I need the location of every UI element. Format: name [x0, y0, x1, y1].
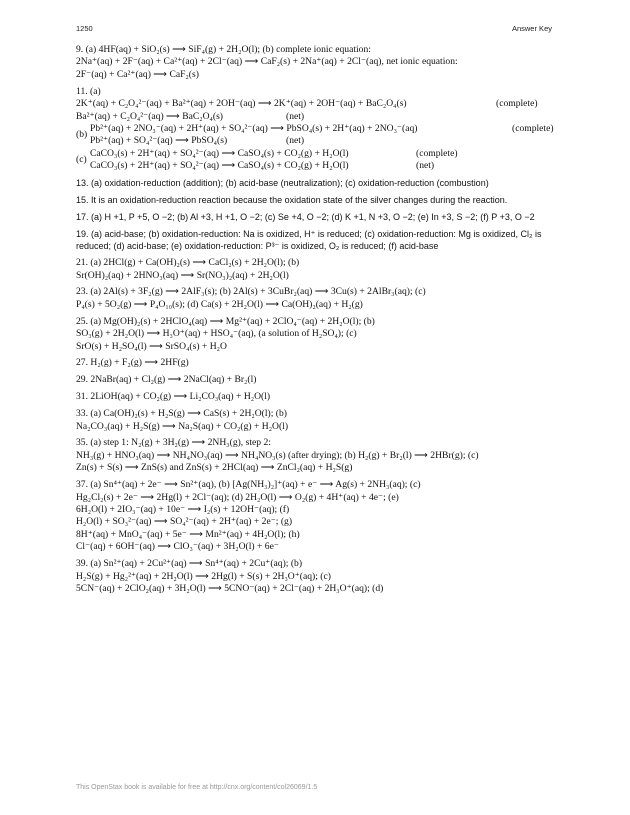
answer-37-line-2: Hg₂Cl₂(s) + 2e⁻ ⟶ 2Hg(l) + 2Cl⁻(aq); (d) 2H₂O(l) ⟶ O₂(g) + 4H⁺(aq) + 4e⁻; (e): [76, 491, 399, 503]
answer-25-line-1: 25. (a) Mg(OH)₂(s) + 2HClO₄(aq) ⟶ Mg²⁺(aq) + 2ClO₄⁻(aq) + 2H₂O(l); (b): [76, 315, 375, 327]
answer-37-line-6: Cl⁻(aq) + 6OH⁻(aq) ⟶ ClO₃⁻(aq) + 3H₂O(l) + 6e⁻: [76, 541, 279, 553]
answer-27: 27. H₂(g) + F₂(g) ⟶ 2HF(g): [76, 357, 189, 369]
answer-11c: [76, 148, 556, 173]
equation-tag: (net): [416, 160, 435, 172]
answer-37-line-4: H₂O(l) + SO₃²⁻(aq) ⟶ SO₄²⁻(aq) + 2H⁺(aq) + 2e⁻; (g): [76, 516, 293, 528]
answer-17: 17. (a) H +1, P +5, O −2; (b) Al +3, H +1, O −2; (c) Se +4, O −2; (d) K +1, N +3, O −2; (e) In +3, S −2; (f) P +3, O −2: [76, 211, 535, 222]
answer-9-line-2: 2Na⁺(aq) + 2F⁻(aq) + Ca²⁺(aq) + 2Cl⁻(aq) ⟶ CaF₂(s) + 2Na⁺(aq) + 2Cl⁻(aq), net ionic equation:: [76, 56, 458, 68]
answer-23-line-1: 23. (a) 2Al(s) + 3F₂(g) ⟶ 2AlF₃(s); (b) 2Al(s) + 3CuBr₂(aq) ⟶ 3Cu(s) + 2AlBr₃(aq); (c): [76, 286, 426, 298]
equation: Pb²⁺(aq) + SO₄²⁻(aq) ⟶ PbSO₄(s): [90, 135, 228, 147]
answer-37-line-1: 37. (a) Sn⁴⁺(aq) + 2e⁻ ⟶ Sn²⁺(aq), (b) [Ag(NH₃)₂]⁺(aq) + e⁻ ⟶ Ag(s) + 2NH₃(aq); (c): [76, 479, 421, 491]
answer-11a-complete: [76, 98, 556, 110]
answer-39-line-1: 39. (a) Sn²⁺(aq) + 2Cu²⁺(aq) ⟶ Sn⁴⁺(aq) + 2Cu⁺(aq); (b): [76, 558, 303, 570]
section-title: Answer Key: [511, 24, 552, 33]
part-label: (c): [76, 153, 87, 165]
equation-tag: (complete): [496, 98, 538, 110]
equation-tag: (net): [286, 135, 305, 147]
answer-35-line-3: Zn(s) + S(s) ⟶ ZnS(s) and ZnS(s) + 2HCl(aq) ⟶ ZnCl₂(aq) + H₂S(g): [76, 462, 353, 474]
answer-29: 29. 2NaBr(aq) + Cl₂(g) ⟶ 2NaCl(aq) + Br₂(l): [76, 374, 257, 386]
answer-37-line-5: 8H⁺(aq) + MnO₄⁻(aq) + 5e⁻ ⟶ Mn²⁺(aq) + 4H₂O(l); (h): [76, 528, 300, 540]
equation-tag: (complete): [416, 147, 458, 159]
part-label: (b): [76, 129, 88, 141]
answer-19: 19. (a) acid-base; (b) oxidation-reduction: Na is oxidized, H⁺ is reduced; (c) oxidation-reduction: Mg is oxidized, Cl₂ is reduced; (d) acid-base; (e) oxidation-reduction: P³⁻ is oxidized, O₂ is reduced; (f) acid-base: [76, 228, 542, 252]
equation: CaCO₃(s) + 2H⁺(aq) + SO₄²⁻(aq) ⟶ CaSO₄(s) + CO₂(g) + H₂O(l): [90, 160, 349, 172]
equation: 2K⁺(aq) + C₂O₄²⁻(aq) + Ba²⁺(aq) + 2OH⁻(aq) ⟶ 2K⁺(aq) + 2OH⁻(aq) + BaC₂O₄(s): [76, 98, 407, 110]
answer-11-heading: 11. (a): [76, 85, 101, 97]
answer-33-line-1: 33. (a) Ca(OH)₂(s) + H₂S(g) ⟶ CaS(s) + 2H₂O(l); (b): [76, 408, 287, 420]
answer-31: 31. 2LiOH(aq) + CO₂(g) ⟶ Li₂CO₃(aq) + H₂O(l): [76, 391, 271, 403]
answer-9-line-1: 9. (a) 4HF(aq) + SiO₂(s) ⟶ SiF₄(g) + 2H₂O(l); (b) complete ionic equation:: [76, 44, 371, 55]
answer-39-line-3: 5CN⁻(aq) + 2ClO₂(aq) + 3H₂O(l) ⟶ 5CNO⁻(aq) + 2Cl⁻(aq) + 2H₃O⁺(aq); (d): [76, 582, 384, 594]
answer-35-line-1: 35. (a) step 1: N₂(g) + 3H₂(g) ⟶ 2NH₃(g), step 2:: [76, 437, 271, 449]
answer-13: 13. (a) oxidation-reduction (addition); (b) acid-base (neutralization); (c) oxidation-reduction (combustion): [76, 178, 489, 189]
answer-37-line-3: 6H₂O(l) + 2IO₃⁻(aq) + 10e⁻ ⟶ I₂(s) + 12OH⁻(aq); (f): [76, 504, 290, 515]
equation-tag: (net): [286, 110, 305, 122]
equation: CaCO₃(s) + 2H⁺(aq) + SO₄²⁻(aq) ⟶ CaSO₄(s) + CO₂(g) + H₂O(l): [90, 147, 349, 159]
answer-15: 15. It is an oxidation-reduction reaction because the oxidation state of the silver changes during the reaction.: [76, 194, 508, 205]
answer-35-line-2: NH₃(g) + HNO₃(aq) ⟶ NH₄NO₃(aq) ⟶ NH₄NO₃(s) (after drying); (b) H₂(g) + Br₂(l) ⟶ 2HBr(g); (c): [76, 449, 479, 461]
answer-9-line-3: 2F⁻(aq) + Ca²⁺(aq) ⟶ CaF₂(s): [76, 68, 199, 80]
equation-tag: (complete): [512, 122, 554, 134]
answer-21-line-2: Sr(OH)₂(aq) + 2HNO₃(aq) ⟶ Sr(NO₃)₂(aq) + 2H₂O(l): [76, 269, 289, 281]
footer-license-link[interactable]: This OpenStax book is available for free at http://cnx.org/content/col26069/1.5: [76, 784, 318, 791]
answer-23-line-2: P₄(s) + 5O₂(g) ⟶ P₄O₁₀(s); (d) Ca(s) + 2H₂O(l) ⟶ Ca(OH)₂(aq) + H₂(g): [76, 298, 363, 310]
answer-39-line-2: H₂S(g) + Hg₂²⁺(aq) + 2H₂O(l) ⟶ 2Hg(l) + S(s) + 2H₃O⁺(aq); (c): [76, 570, 331, 582]
answer-33-line-2: Na₂CO₃(aq) + H₂S(g) ⟶ Na₂S(aq) + CO₂(g) + H₂O(l): [76, 420, 289, 432]
equation: Ba²⁺(aq) + C₂O₄²⁻(aq) ⟶ BaC₂O₄(s): [76, 110, 223, 122]
answer-11b: [76, 123, 556, 148]
answer-key-body: [76, 44, 556, 595]
answer-25-line-2: SO₃(g) + 2H₂O(l) ⟶ H₃O⁺(aq) + HSO₄⁻(aq), (a solution of H₂SO₄); (c): [76, 328, 357, 340]
answer-11a-net: [76, 111, 556, 123]
answer-21-line-1: 21. (a) 2HCl(g) + Ca(OH)₂(s) ⟶ CaCl₂(s) + 2H₂O(l); (b): [76, 257, 300, 269]
page-number: 1250: [76, 24, 93, 33]
equation: Pb²⁺(aq) + 2NO₃⁻(aq) + 2H⁺(aq) + SO₄²⁻(aq) ⟶ PbSO₄(s) + 2H⁺(aq) + 2NO₃⁻(aq): [90, 122, 418, 134]
answer-25-line-3: SrO(s) + H₂SO₄(l) ⟶ SrSO₄(s) + H₂O: [76, 340, 227, 352]
